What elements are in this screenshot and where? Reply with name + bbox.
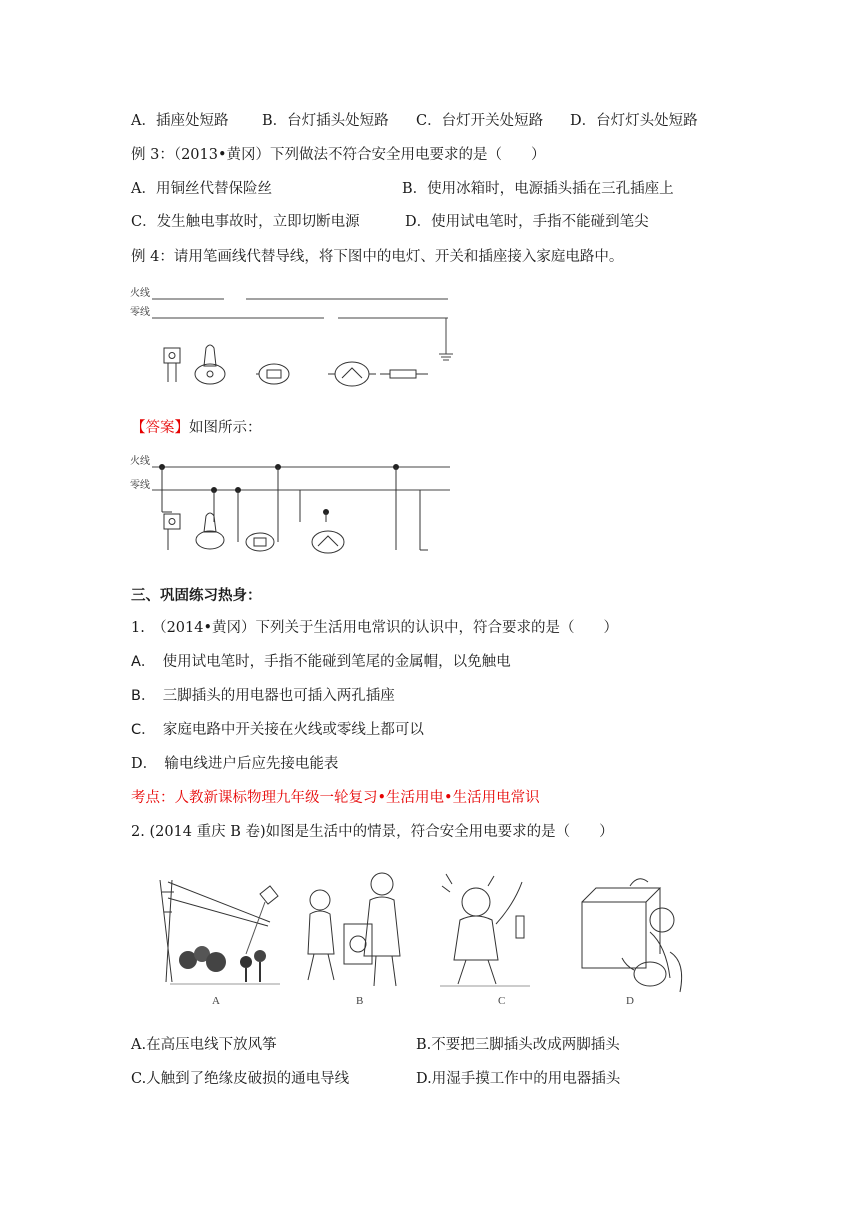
answer-neutral-wire-label: 零线 (130, 480, 150, 491)
question-1-kaodian: 考点：人教新课标物理九年级一轮复习•生活用电•生活用电常识 (131, 790, 540, 806)
question-1-option-c: C． 家庭电路中开关接在火线或零线上都可以 (131, 722, 424, 738)
scene-c-damaged-wire (440, 874, 530, 986)
option-c: C．台灯开关处短路 (416, 113, 544, 129)
scene-a-kite-under-power-lines (160, 880, 280, 984)
question-2-option-d: D.用湿手摸工作中的用电器插头 (416, 1071, 621, 1087)
scene-d-wet-hands (582, 879, 682, 992)
section-title: 三、巩固练习热身： (131, 588, 262, 604)
answer-live-wire-label: 火线 (130, 456, 150, 467)
option-b: B．台灯插头处短路 (262, 113, 389, 129)
question-2-option-a: A.在高压电线下放风筝 (131, 1037, 277, 1053)
scene-a-label: A (212, 995, 220, 1007)
neutral-wire-label: 零线 (130, 307, 150, 318)
circuit-answer-figure (128, 450, 468, 572)
answer-line (131, 418, 262, 438)
example-3-option-b: B．使用冰箱时，电源插头插在三孔插座上 (402, 181, 674, 197)
scene-b-three-pin-plug (308, 873, 400, 986)
option-a: A．插座处短路 (131, 113, 229, 129)
example-4-stem: 例 4：请用笔画线代替导线，将下图中的电灯、开关和插座接入家庭电路中。 (131, 249, 624, 265)
example-3-option-c: C．发生触电事故时，立即切断电源 (131, 214, 360, 230)
scene-c-label: C (498, 995, 506, 1007)
circuit-question-figure (128, 282, 468, 404)
example-3-option-a: A．用铜丝代替保险丝 (131, 181, 272, 197)
question-2-option-b: B.不要把三脚插头改成两脚插头 (416, 1037, 620, 1053)
answer-text: 如图所示： (189, 420, 262, 436)
scene-d-label: D (626, 995, 634, 1007)
option-d: D．台灯灯头处短路 (570, 113, 698, 129)
question-1-stem: 1. （2014•黄冈）下列关于生活用电常识的认识中，符合要求的是（ ） (131, 620, 619, 636)
example-3-option-d: D．使用试电笔时，手指不能碰到笔尖 (405, 214, 649, 230)
live-wire-label: 火线 (130, 288, 150, 299)
question-1-option-d: D． 输电线进户后应先接电能表 (131, 756, 339, 772)
answer-tag: 【答案】 (131, 420, 189, 436)
question-2-stem: 2. (2014 重庆 B 卷)如图是生活中的情景，符合安全用电要求的是（ ） (131, 824, 614, 840)
example-3-stem: 例 3：（2013•黄冈）下列做法不符合安全用电要求的是（ ） (131, 147, 546, 163)
question-2-option-c: C.人触到了绝缘皮破损的通电导线 (131, 1071, 350, 1087)
question-1-option-a: A． 使用试电笔时，手指不能碰到笔尾的金属帽，以免触电 (131, 654, 511, 670)
question-1-option-b: B． 三脚插头的用电器也可插入两孔插座 (131, 688, 395, 704)
safety-scenes-figure (150, 862, 700, 1012)
scene-b-label: B (356, 995, 364, 1007)
